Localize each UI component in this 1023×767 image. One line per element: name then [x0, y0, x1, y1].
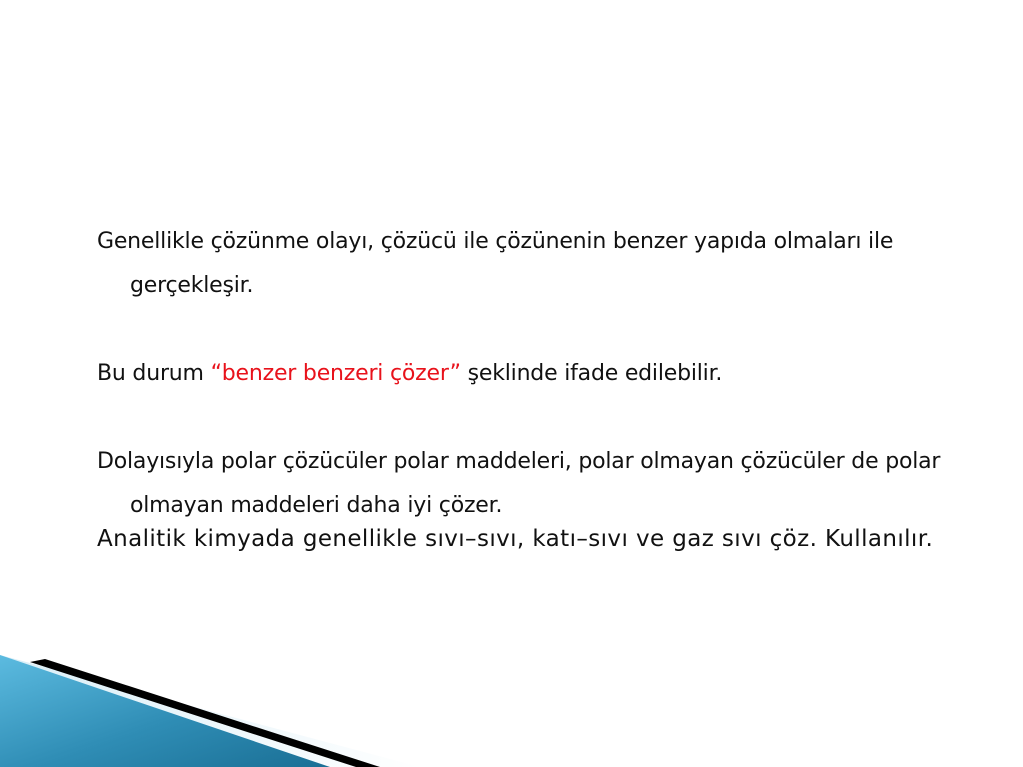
paragraph-2-suffix: şeklinde ifade edilebilir. [460, 361, 723, 386]
paragraph-solubility: Genellikle çözünme olayı, çözücü ile çözünenin benzer yapıda olmaları ile gerçekleşir. [97, 229, 894, 298]
paragraph-2-prefix: Bu durum [97, 361, 211, 386]
paragraph-like-dissolves-like [97, 352, 977, 396]
highlight-phrase: “benzer benzeri çözer” [210, 361, 461, 386]
paragraph-analytical-chemistry: Analitik kimyada genellikle sıvı–sıvı, katı–sıvı ve gaz sıvı çöz. Kullanılır. [97, 526, 934, 552]
slide-body [97, 220, 977, 554]
paragraph-polar-solvents: Dolayısıyla polar çözücüler polar maddeleri, polar olmayan çözücüler de polar olmayan maddeleri daha iyi çözer. [97, 449, 941, 518]
decorative-corner-swoosh [0, 637, 420, 767]
